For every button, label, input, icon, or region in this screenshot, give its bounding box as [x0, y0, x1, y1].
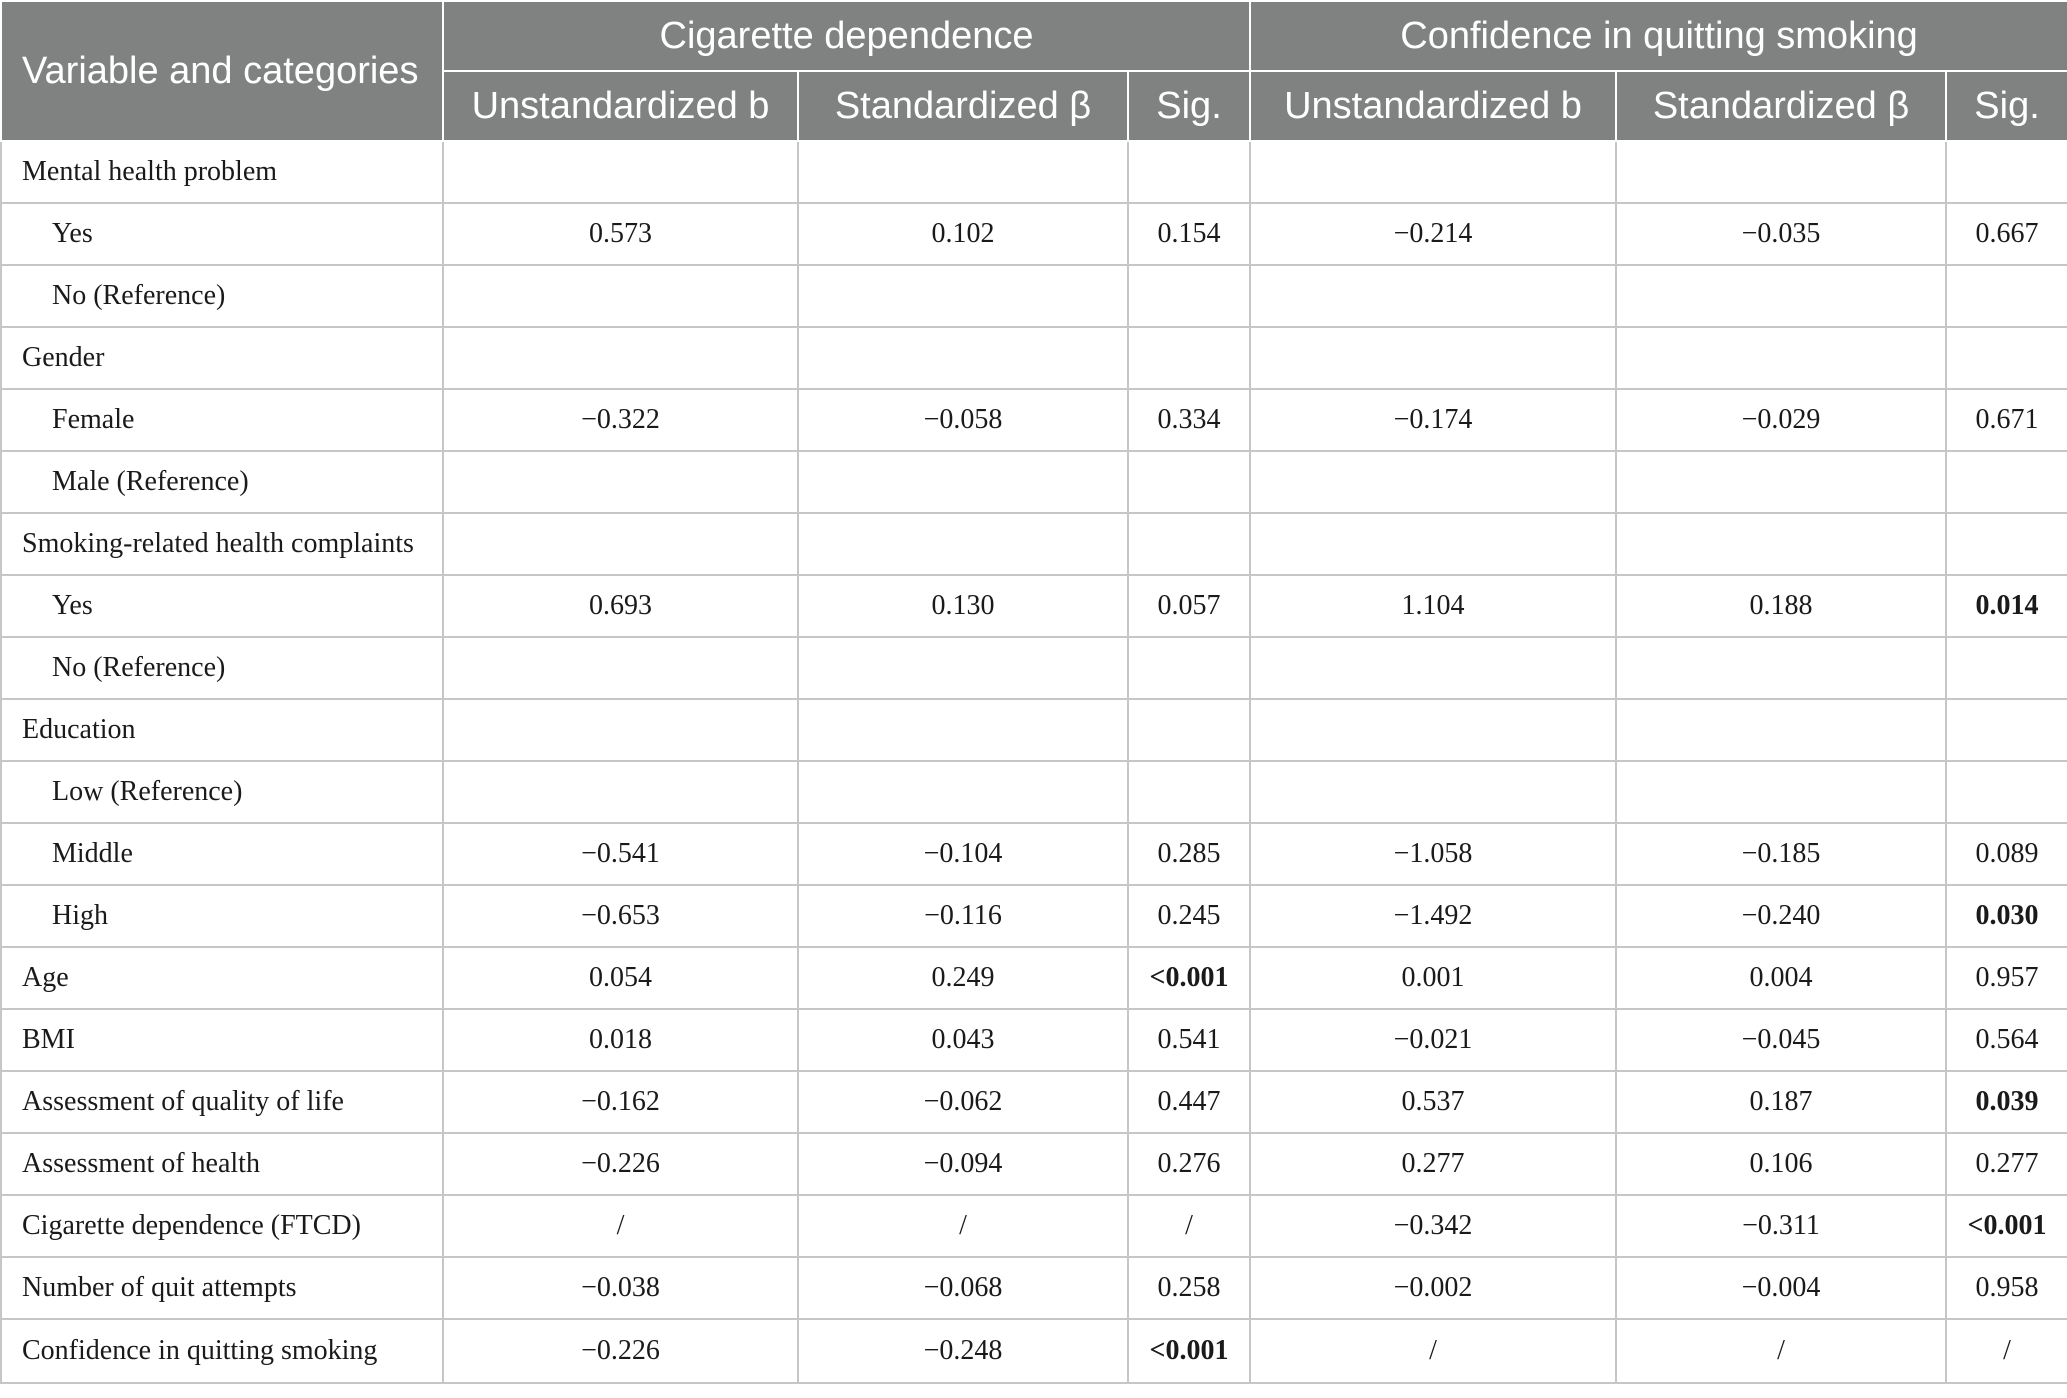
- cell-cig-standardized-beta: [798, 327, 1128, 389]
- cell-cig-sig: [1128, 761, 1250, 823]
- cell-cig-unstandardized-b: 0.693: [443, 575, 798, 637]
- cell-conf-standardized-beta: 0.004: [1616, 947, 1946, 1009]
- cell-conf-sig: [1946, 699, 2067, 761]
- subheader-standardized-beta: Standardized β: [1616, 71, 1946, 141]
- cell-conf-sig: 0.039: [1946, 1071, 2067, 1133]
- subheader-standardized-beta: Standardized β: [798, 71, 1128, 141]
- cell-conf-unstandardized-b: −0.214: [1250, 203, 1616, 265]
- cell-conf-unstandardized-b: [1250, 637, 1616, 699]
- cell-conf-standardized-beta: 0.188: [1616, 575, 1946, 637]
- cell-cig-sig: [1128, 265, 1250, 327]
- table-row: [1, 1009, 2067, 1071]
- cell-cig-unstandardized-b: [443, 761, 798, 823]
- cell-conf-unstandardized-b: [1250, 699, 1616, 761]
- cell-conf-standardized-beta: [1616, 637, 1946, 699]
- cell-cig-unstandardized-b: [443, 451, 798, 513]
- cell-cig-unstandardized-b: 0.018: [443, 1009, 798, 1071]
- cell-cig-unstandardized-b: −0.162: [443, 1071, 798, 1133]
- variable-label: Gender: [1, 327, 443, 389]
- cell-cig-sig: [1128, 513, 1250, 575]
- cell-cig-standardized-beta: [798, 141, 1128, 203]
- cell-cig-unstandardized-b: [443, 265, 798, 327]
- cell-conf-sig: [1946, 327, 2067, 389]
- cell-conf-unstandardized-b: [1250, 451, 1616, 513]
- cigarette-dependence-header: Cigarette dependence: [443, 1, 1250, 71]
- cell-conf-unstandardized-b: [1250, 265, 1616, 327]
- cell-cig-sig: 0.541: [1128, 1009, 1250, 1071]
- table-row: [1, 389, 2067, 451]
- cell-conf-sig: [1946, 761, 2067, 823]
- cell-cig-sig: 0.285: [1128, 823, 1250, 885]
- cell-conf-sig: 0.277: [1946, 1133, 2067, 1195]
- cell-cig-unstandardized-b: 0.054: [443, 947, 798, 1009]
- category-label: Yes: [1, 203, 443, 265]
- cell-conf-standardized-beta: −0.311: [1616, 1195, 1946, 1257]
- cell-cig-standardized-beta: 0.102: [798, 203, 1128, 265]
- cell-cig-unstandardized-b: −0.541: [443, 823, 798, 885]
- cell-conf-unstandardized-b: 0.277: [1250, 1133, 1616, 1195]
- cell-conf-unstandardized-b: −0.021: [1250, 1009, 1616, 1071]
- cell-conf-unstandardized-b: −1.058: [1250, 823, 1616, 885]
- subheader-sig: Sig.: [1128, 71, 1250, 141]
- cell-conf-standardized-beta: −0.004: [1616, 1257, 1946, 1319]
- cell-cig-unstandardized-b: [443, 141, 798, 203]
- table-row: [1, 1257, 2067, 1319]
- cell-conf-sig: 0.089: [1946, 823, 2067, 885]
- cell-conf-standardized-beta: −0.035: [1616, 203, 1946, 265]
- cell-conf-unstandardized-b: −0.342: [1250, 1195, 1616, 1257]
- cell-cig-standardized-beta: [798, 699, 1128, 761]
- table-row: [1, 699, 2067, 761]
- cell-conf-standardized-beta: [1616, 327, 1946, 389]
- cell-conf-standardized-beta: [1616, 761, 1946, 823]
- cell-cig-standardized-beta: [798, 637, 1128, 699]
- cell-conf-sig: /: [1946, 1319, 2067, 1383]
- category-label: Female: [1, 389, 443, 451]
- cell-conf-sig: 0.564: [1946, 1009, 2067, 1071]
- cell-cig-sig: [1128, 451, 1250, 513]
- cell-cig-standardized-beta: −0.058: [798, 389, 1128, 451]
- cell-cig-sig: [1128, 637, 1250, 699]
- cell-conf-sig: [1946, 513, 2067, 575]
- cell-conf-standardized-beta: −0.029: [1616, 389, 1946, 451]
- variable-label: Mental health problem: [1, 141, 443, 203]
- category-label: High: [1, 885, 443, 947]
- cell-cig-standardized-beta: 0.043: [798, 1009, 1128, 1071]
- table-row: [1, 265, 2067, 327]
- cell-conf-unstandardized-b: [1250, 327, 1616, 389]
- table-row: [1, 203, 2067, 265]
- cell-cig-sig: 0.334: [1128, 389, 1250, 451]
- cell-conf-standardized-beta: 0.106: [1616, 1133, 1946, 1195]
- cell-cig-sig: <0.001: [1128, 1319, 1250, 1383]
- cell-cig-sig: 0.057: [1128, 575, 1250, 637]
- cell-conf-unstandardized-b: [1250, 141, 1616, 203]
- variable-label: Assessment of health: [1, 1133, 443, 1195]
- table-row: [1, 947, 2067, 1009]
- subheader-unstandardized-b: Unstandardized b: [443, 71, 798, 141]
- cell-cig-standardized-beta: [798, 451, 1128, 513]
- cell-cig-sig: [1128, 699, 1250, 761]
- cell-cig-unstandardized-b: −0.038: [443, 1257, 798, 1319]
- table-row: [1, 823, 2067, 885]
- table-row: [1, 141, 2067, 203]
- cell-conf-standardized-beta: [1616, 265, 1946, 327]
- cell-cig-sig: [1128, 327, 1250, 389]
- cell-cig-sig: 0.245: [1128, 885, 1250, 947]
- cell-conf-sig: 0.671: [1946, 389, 2067, 451]
- cell-conf-sig: [1946, 265, 2067, 327]
- cell-cig-standardized-beta: [798, 761, 1128, 823]
- table-row: [1, 1071, 2067, 1133]
- cell-conf-unstandardized-b: −0.174: [1250, 389, 1616, 451]
- cell-conf-standardized-beta: 0.187: [1616, 1071, 1946, 1133]
- cell-conf-sig: 0.030: [1946, 885, 2067, 947]
- cell-conf-sig: 0.667: [1946, 203, 2067, 265]
- cell-cig-unstandardized-b: −0.653: [443, 885, 798, 947]
- variable-column-header: Variable and categories: [1, 1, 443, 141]
- variable-label: Number of quit attempts: [1, 1257, 443, 1319]
- variable-label: Smoking-related health complaints: [1, 513, 443, 575]
- cell-cig-unstandardized-b: /: [443, 1195, 798, 1257]
- cell-conf-unstandardized-b: 0.537: [1250, 1071, 1616, 1133]
- category-label: Male (Reference): [1, 451, 443, 513]
- table-row: [1, 637, 2067, 699]
- cell-conf-standardized-beta: [1616, 699, 1946, 761]
- cell-cig-standardized-beta: [798, 513, 1128, 575]
- cell-cig-standardized-beta: −0.116: [798, 885, 1128, 947]
- cell-conf-unstandardized-b: [1250, 513, 1616, 575]
- cell-cig-sig: 0.276: [1128, 1133, 1250, 1195]
- cell-conf-standardized-beta: −0.240: [1616, 885, 1946, 947]
- cell-conf-sig: 0.957: [1946, 947, 2067, 1009]
- table-row: [1, 1319, 2067, 1383]
- variable-label: Confidence in quitting smoking: [1, 1319, 443, 1383]
- variable-label: Age: [1, 947, 443, 1009]
- cell-conf-unstandardized-b: −0.002: [1250, 1257, 1616, 1319]
- table-row: [1, 1195, 2067, 1257]
- cell-cig-unstandardized-b: −0.226: [443, 1133, 798, 1195]
- cell-cig-standardized-beta: /: [798, 1195, 1128, 1257]
- cell-conf-standardized-beta: −0.045: [1616, 1009, 1946, 1071]
- cell-conf-unstandardized-b: 1.104: [1250, 575, 1616, 637]
- cell-conf-standardized-beta: [1616, 141, 1946, 203]
- cell-cig-unstandardized-b: [443, 513, 798, 575]
- cell-cig-standardized-beta: −0.062: [798, 1071, 1128, 1133]
- cell-conf-unstandardized-b: [1250, 761, 1616, 823]
- cell-cig-standardized-beta: −0.248: [798, 1319, 1128, 1383]
- cell-cig-standardized-beta: [798, 265, 1128, 327]
- cell-cig-standardized-beta: −0.094: [798, 1133, 1128, 1195]
- table-body: [1, 141, 2067, 1383]
- cell-cig-standardized-beta: −0.068: [798, 1257, 1128, 1319]
- cell-cig-sig: /: [1128, 1195, 1250, 1257]
- cell-conf-sig: 0.014: [1946, 575, 2067, 637]
- cell-cig-sig: 0.447: [1128, 1071, 1250, 1133]
- cell-conf-unstandardized-b: −1.492: [1250, 885, 1616, 947]
- variable-label: BMI: [1, 1009, 443, 1071]
- category-label: Yes: [1, 575, 443, 637]
- header-row-groups: [1, 1, 2067, 71]
- variable-label: Education: [1, 699, 443, 761]
- cell-conf-sig: <0.001: [1946, 1195, 2067, 1257]
- table-row: [1, 575, 2067, 637]
- category-label: Middle: [1, 823, 443, 885]
- cell-cig-unstandardized-b: [443, 637, 798, 699]
- table-row: [1, 885, 2067, 947]
- confidence-quitting-header: Confidence in quitting smoking: [1250, 1, 2067, 71]
- cell-conf-sig: 0.958: [1946, 1257, 2067, 1319]
- variable-label: Cigarette dependence (FTCD): [1, 1195, 443, 1257]
- cell-cig-unstandardized-b: [443, 699, 798, 761]
- cell-conf-standardized-beta: [1616, 513, 1946, 575]
- table-row: [1, 327, 2067, 389]
- cell-cig-unstandardized-b: −0.322: [443, 389, 798, 451]
- cell-conf-standardized-beta: −0.185: [1616, 823, 1946, 885]
- subheader-unstandardized-b: Unstandardized b: [1250, 71, 1616, 141]
- cell-conf-standardized-beta: /: [1616, 1319, 1946, 1383]
- category-label: No (Reference): [1, 637, 443, 699]
- subheader-sig: Sig.: [1946, 71, 2067, 141]
- cell-cig-sig: 0.154: [1128, 203, 1250, 265]
- table-row: [1, 513, 2067, 575]
- cell-cig-standardized-beta: 0.249: [798, 947, 1128, 1009]
- cell-cig-sig: <0.001: [1128, 947, 1250, 1009]
- cell-cig-standardized-beta: −0.104: [798, 823, 1128, 885]
- category-label: Low (Reference): [1, 761, 443, 823]
- cell-conf-standardized-beta: [1616, 451, 1946, 513]
- cell-cig-sig: [1128, 141, 1250, 203]
- cell-conf-unstandardized-b: /: [1250, 1319, 1616, 1383]
- cell-cig-unstandardized-b: [443, 327, 798, 389]
- table-row: [1, 761, 2067, 823]
- cell-cig-unstandardized-b: −0.226: [443, 1319, 798, 1383]
- variable-label: Assessment of quality of life: [1, 1071, 443, 1133]
- cell-cig-sig: 0.258: [1128, 1257, 1250, 1319]
- cell-conf-sig: [1946, 451, 2067, 513]
- cell-conf-unstandardized-b: 0.001: [1250, 947, 1616, 1009]
- table-header: [1, 1, 2067, 141]
- category-label: No (Reference): [1, 265, 443, 327]
- cell-cig-standardized-beta: 0.130: [798, 575, 1128, 637]
- table-row: [1, 1133, 2067, 1195]
- cell-cig-unstandardized-b: 0.573: [443, 203, 798, 265]
- table-row: [1, 451, 2067, 513]
- cell-conf-sig: [1946, 141, 2067, 203]
- cell-conf-sig: [1946, 637, 2067, 699]
